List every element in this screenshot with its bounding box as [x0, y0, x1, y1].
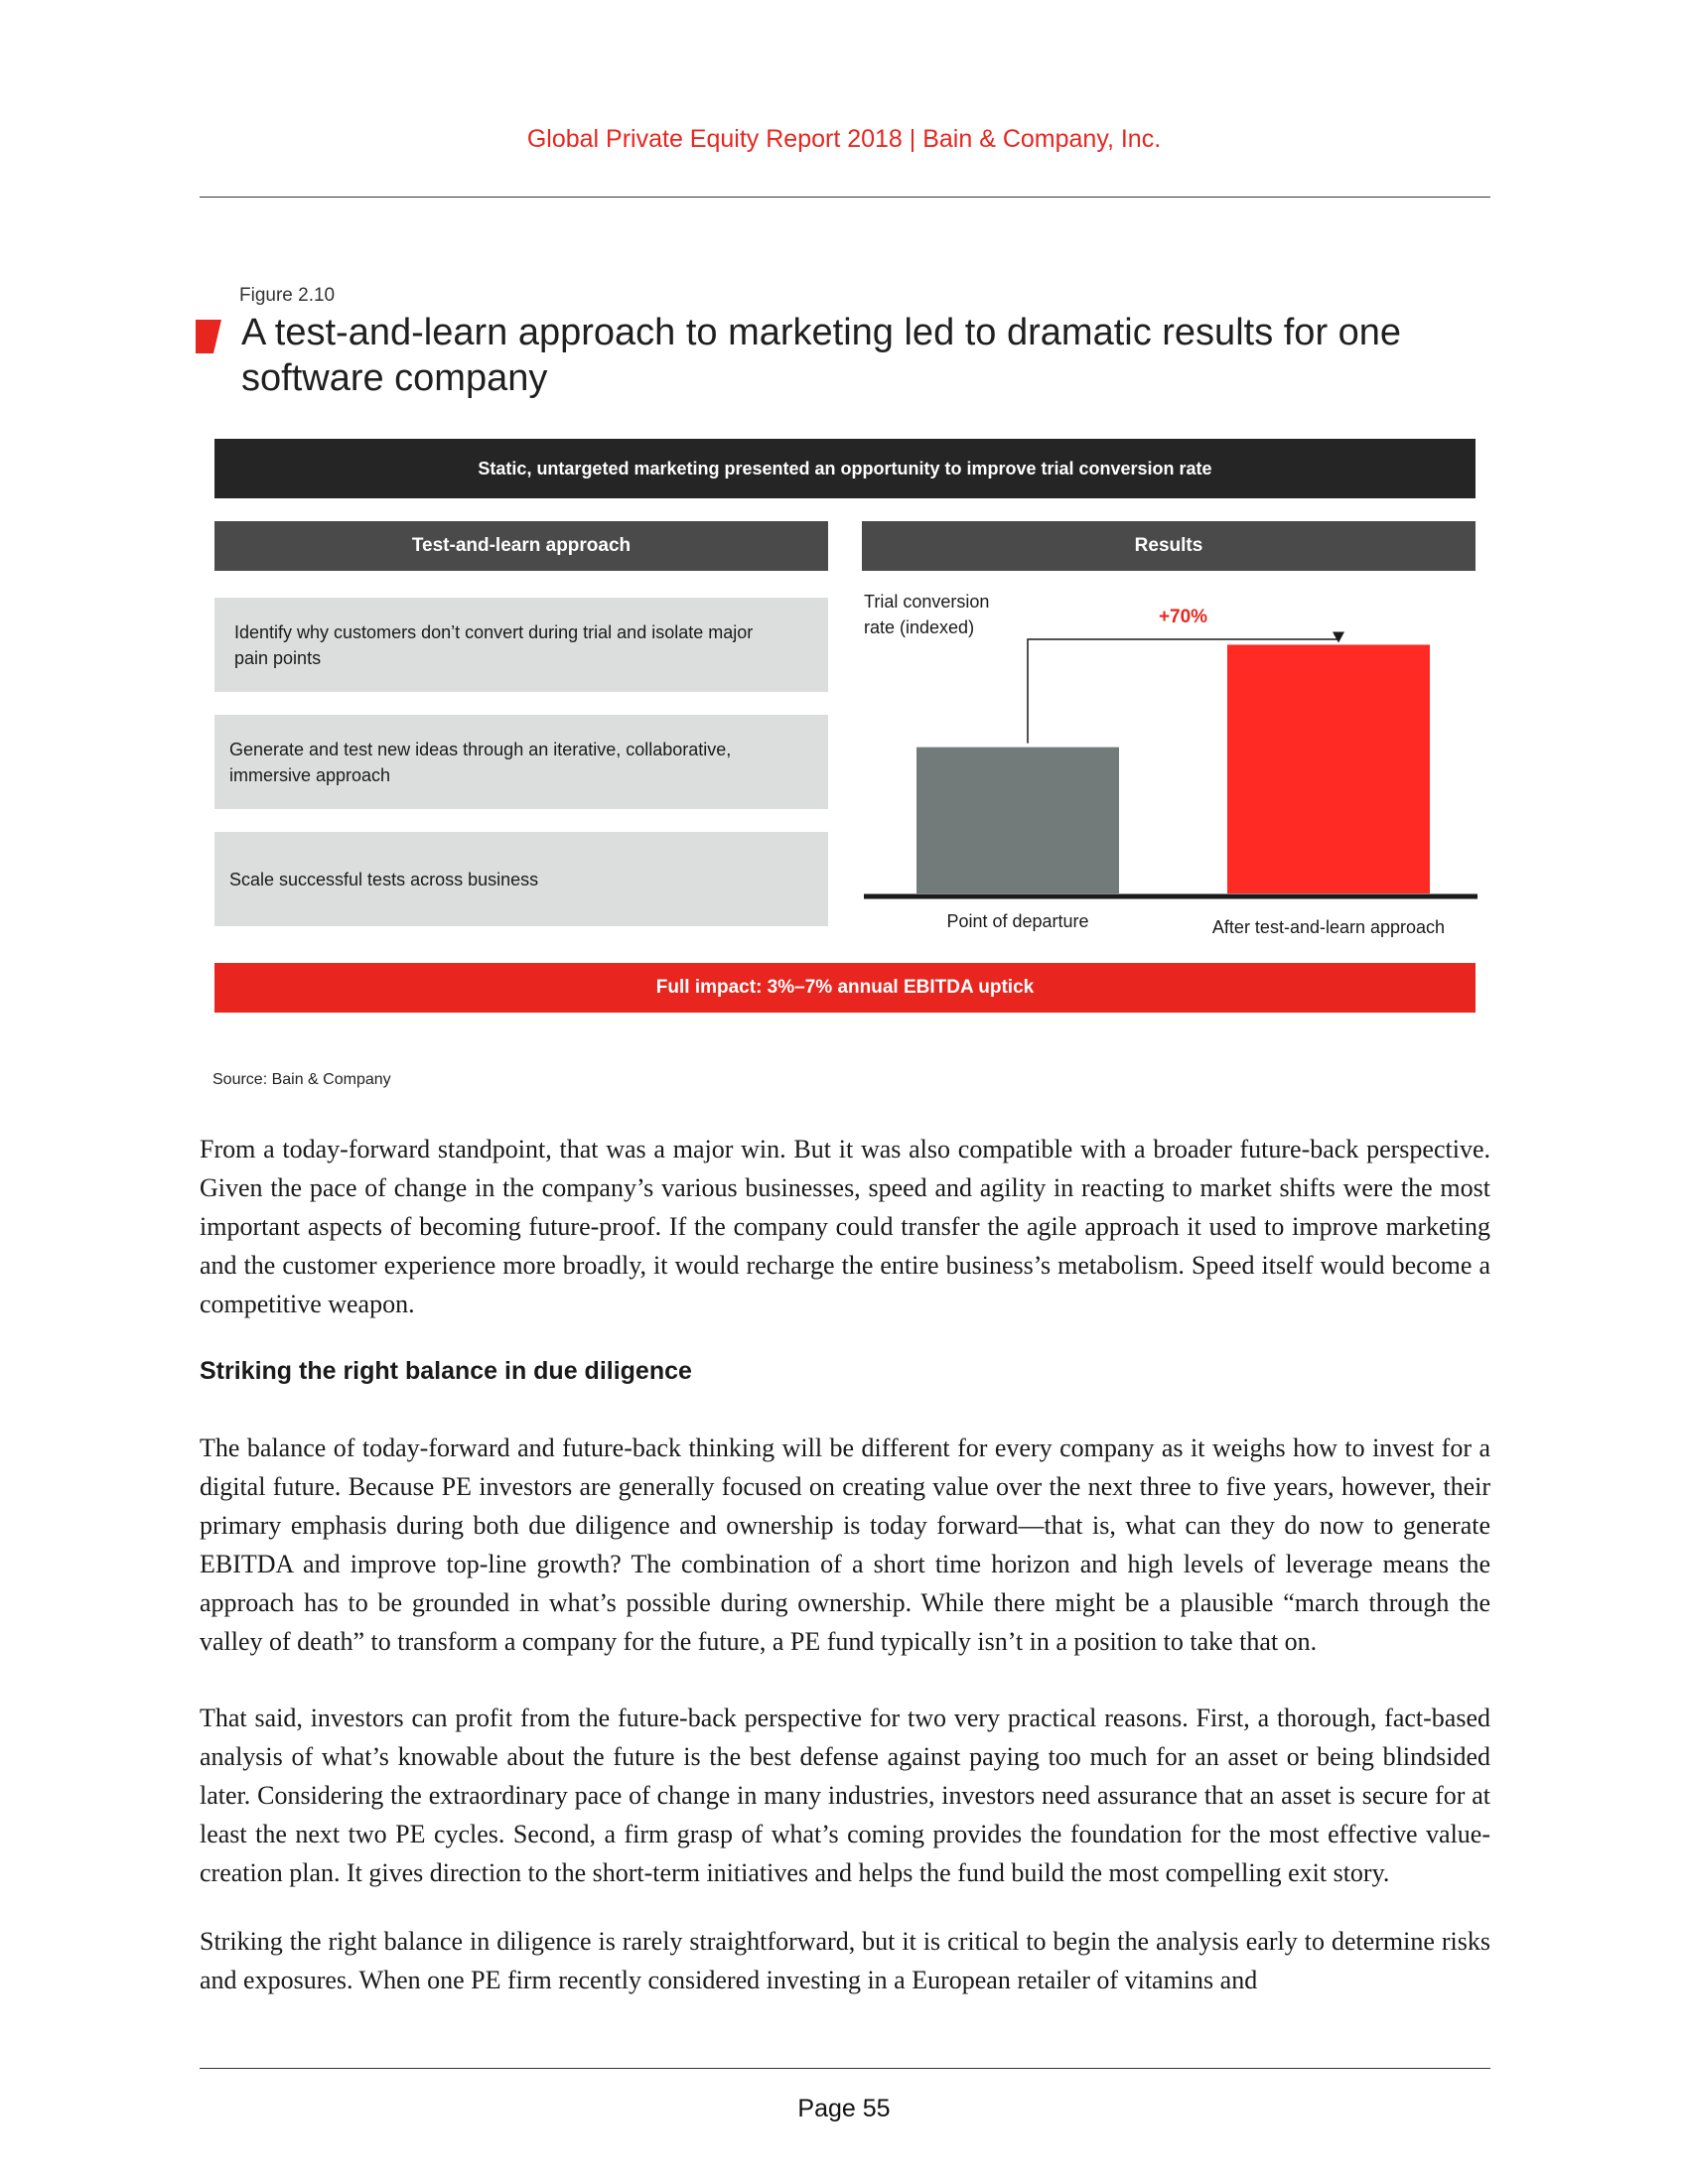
figure-label: Figure 2.10	[239, 285, 336, 306]
test-and-learn-header: Test-and-learn approach	[214, 521, 828, 571]
report-header: Global Private Equity Report 2018 | Bain & Company, Inc.	[526, 125, 1162, 153]
section-heading: Striking the right balance in due diligence	[200, 1357, 692, 1385]
arrow-down-icon	[1333, 631, 1344, 642]
header-divider	[200, 197, 1490, 198]
opportunity-banner: Static, untargeted marketing presented an opportunity to improve trial conversion rate	[214, 439, 1476, 498]
page-number: Page 55	[797, 2095, 891, 2122]
bar-point-of-departure	[916, 748, 1119, 893]
step-box	[214, 715, 828, 809]
y-axis-label-line2: rate (indexed)	[864, 617, 975, 637]
body-paragraph: From a today-forward standpoint, that was a major win. But it was also compatible with a broader future-back perspective. Given the pace of change in the company’s various businesses, speed and agility in reacting to market shifts were the most important aspects of becoming future-proof. If the company could transfer the agile approach it used to improve marketing and the customer experience more broadly, it would recharge the entire business’s metabolism. Speed itself would become a competitive weapon.	[200, 1135, 1490, 1318]
delta-annotation: +70%	[1158, 607, 1208, 627]
footer-divider	[200, 2068, 1490, 2069]
step-text: Scale successful tests across business	[229, 869, 539, 889]
step-text: Generate and test new ideas through an iterative, collaborative, immersive approach	[229, 739, 732, 785]
body-paragraph: That said, investors can profit from the future-back perspective for two very practical reasons. First, a thorough, fact-based analysis of what’s knowable about the future is the best defense against paying too much for an asset or being blindsided later. Considering the extraordinary pace of change in many industries, investors need assurance that an asset is secure for at least the next two PE cycles. Second, a firm grasp of what’s coming provides the foundation for the most effective value-creation plan. It gives direction to the short-term initiatives and helps the fund build the most compelling exit story.	[200, 1704, 1490, 1887]
results-chart	[862, 586, 1477, 943]
body-paragraph: The balance of today-forward and future-back thinking will be different for every company as it weighs how to invest for a digital future. Because PE investors are generally focused on creating value over the next three to five years, however, their primary emphasis during both due diligence and ownership is today forward—that is, what can they do now to generate EBITDA and improve top-line growth? The combination of a short time horizon and high levels of leverage means the approach has to be grounded in what’s possible during ownership. While there might be a plausible “march through the valley of death” to transform a company for the future, a PE fund typically isn’t in a position to take that on.	[200, 1433, 1490, 1656]
figure-source: Source: Bain & Company	[212, 1071, 391, 1088]
figure-title: A test-and-learn approach to marketing led to dramatic results for one software company	[241, 312, 1402, 399]
y-axis-label-line1: Trial conversion	[864, 592, 990, 612]
category-label: Point of departure	[946, 911, 1089, 931]
step-box	[214, 598, 828, 692]
body-paragraph: Striking the right balance in diligence is rarely straightforward, but it is critical to begin the analysis early to determine risks and exposures. When one PE firm recently considered investing in a European retailer of vitamins and	[200, 1927, 1490, 1994]
step-text: Identify why customers don’t convert during trial and isolate major pain points	[234, 621, 754, 668]
impact-banner: Full impact: 3%–7% annual EBITDA uptick	[214, 963, 1476, 1013]
step-box	[214, 832, 828, 926]
figure-marker-icon	[196, 320, 221, 353]
results-header: Results	[862, 521, 1476, 571]
bar-after-test-and-learn	[1227, 644, 1430, 893]
category-label: After test-and-learn approach	[1211, 917, 1446, 937]
